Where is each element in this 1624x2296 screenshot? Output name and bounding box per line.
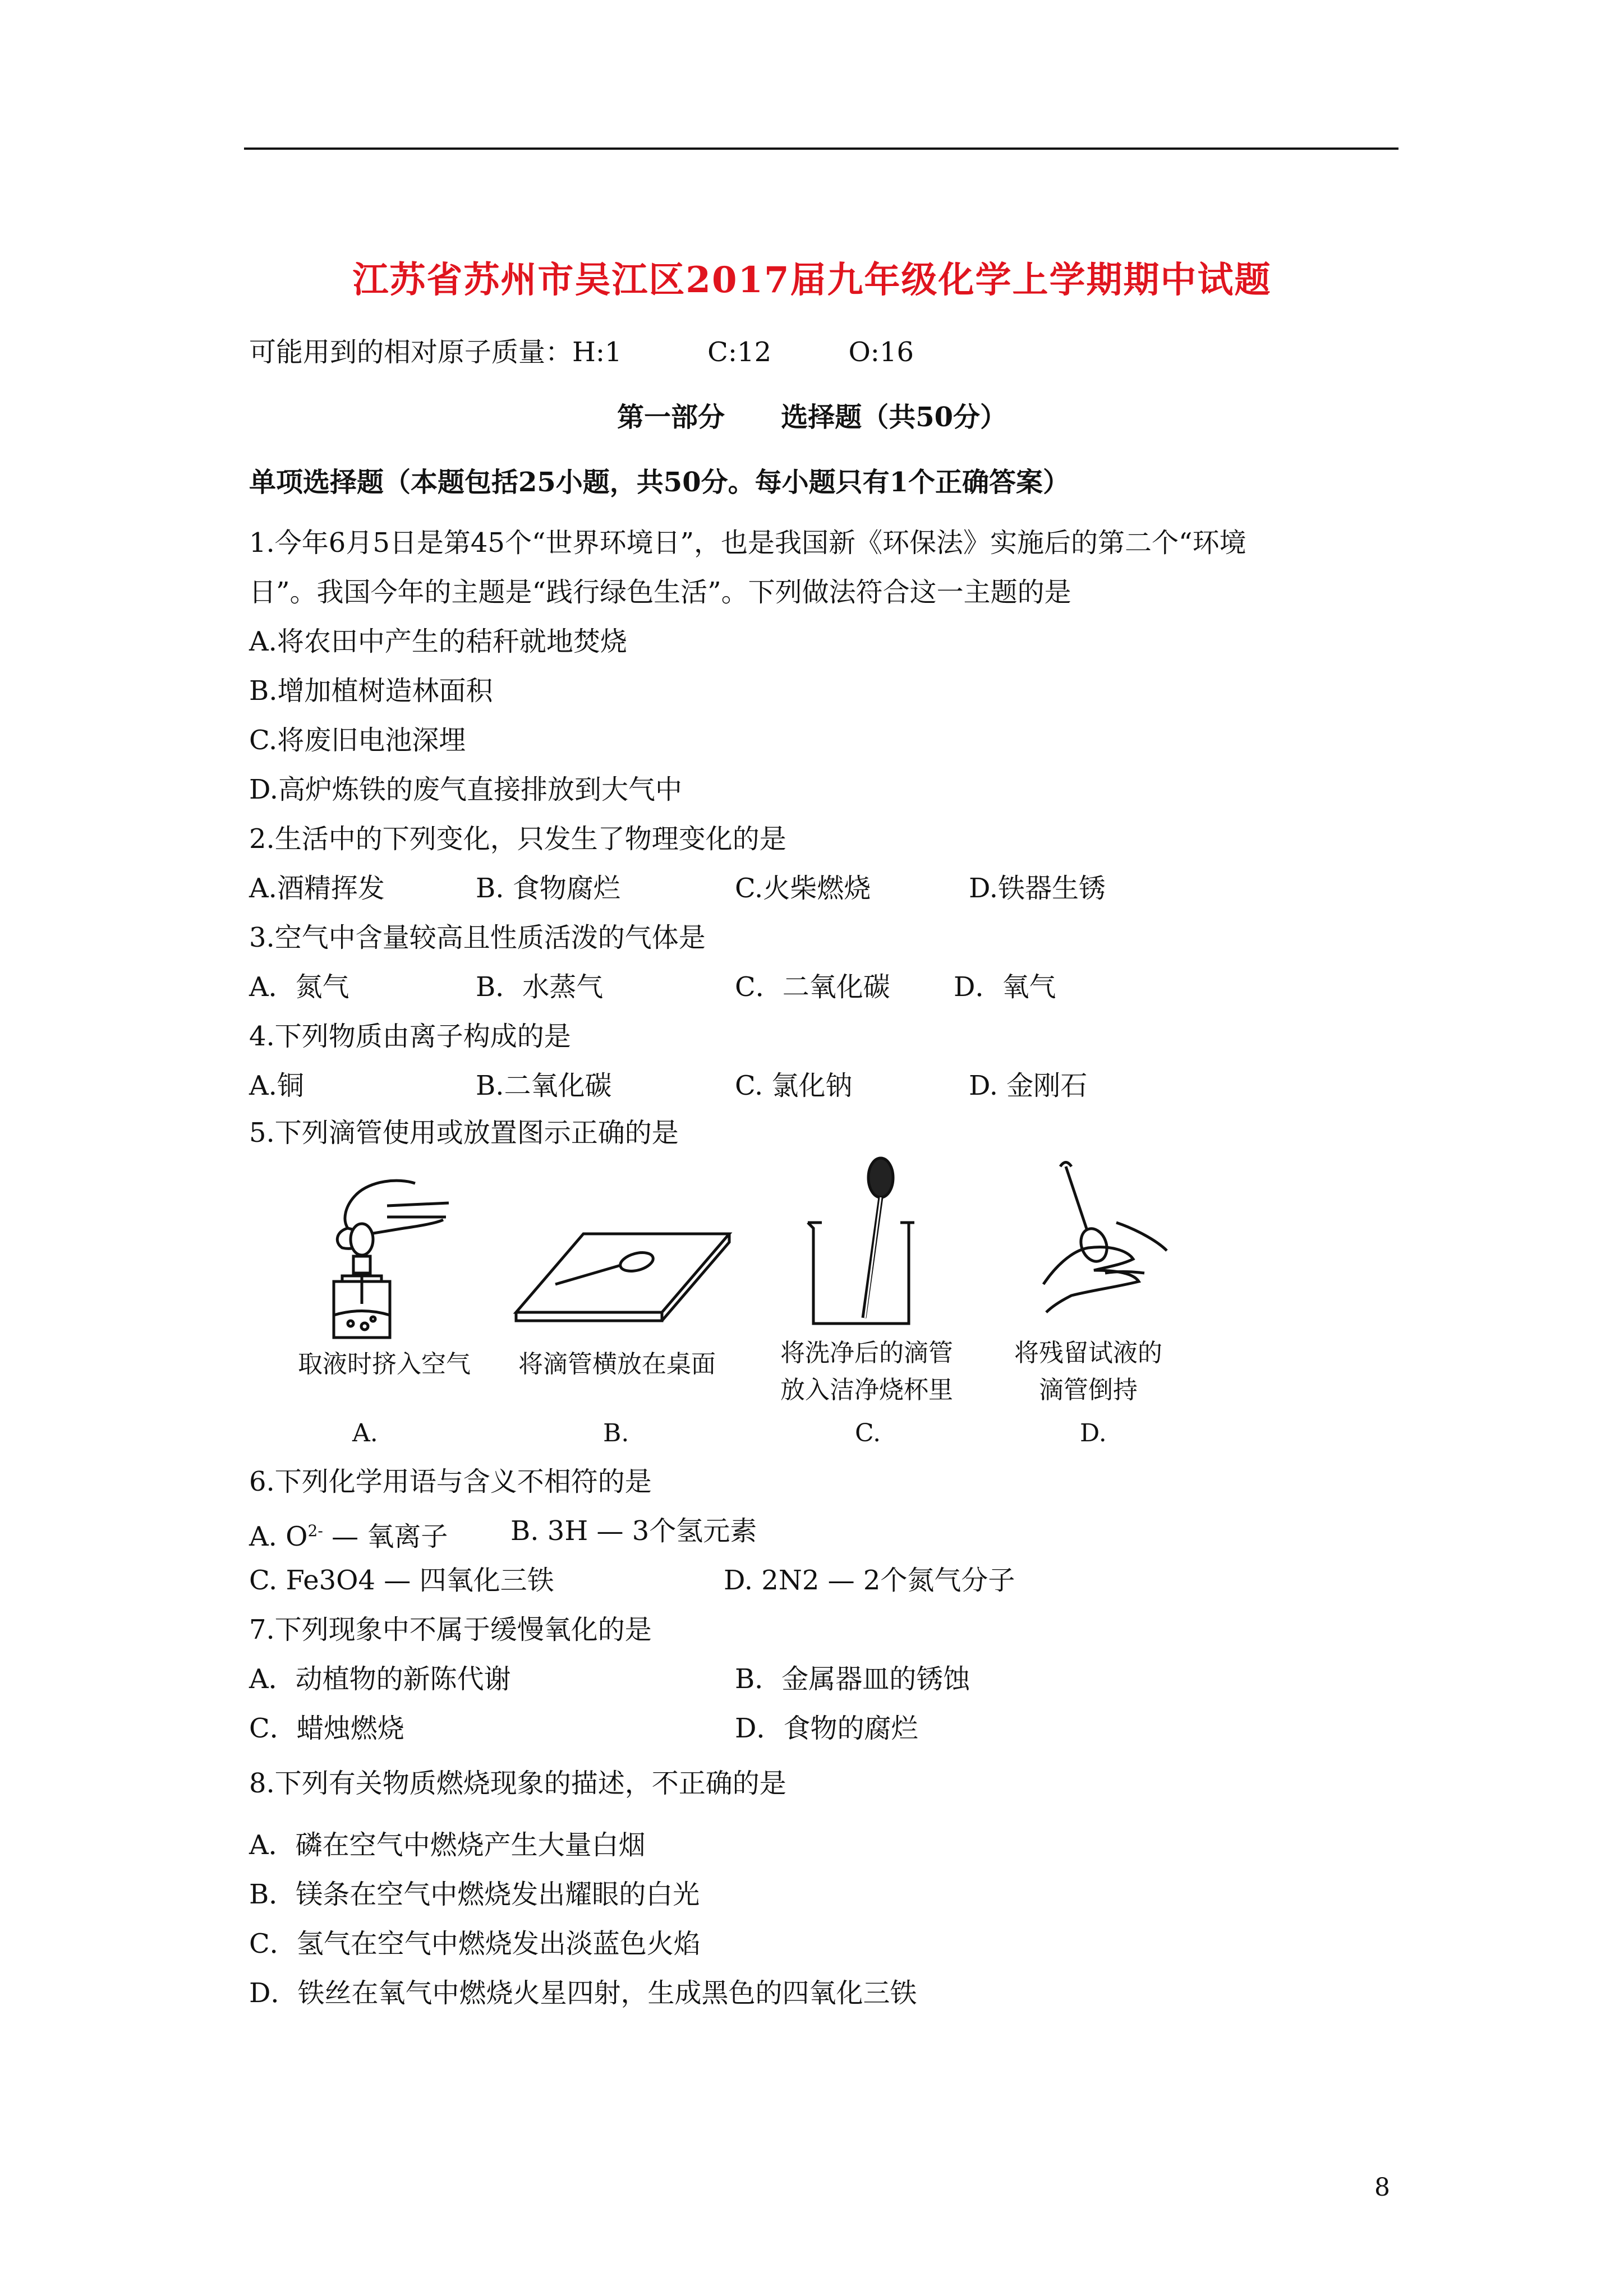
- q1-stem-line1: 1.今年6月5日是第45个“世界环境日”，也是我国新《环保法》实施后的第二个“环境: [249, 527, 1246, 559]
- figure-b-letter: B.: [603, 1419, 629, 1447]
- q1-option-a: A.将农田中产生的秸秆就地焚烧: [249, 626, 627, 657]
- q6-option-c: C. Fe3O4 — 四氧化三铁: [249, 1565, 554, 1596]
- figure-d-letter: D.: [1080, 1419, 1107, 1447]
- q2-stem: 2.生活中的下列变化，只发生了物理变化的是: [249, 823, 786, 855]
- q3-stem: 3.空气中含量较高且性质活泼的气体是: [249, 922, 706, 953]
- figure-c-caption-line2: 放入洁净烧杯里: [780, 1376, 953, 1404]
- q3-option-b: B．水蒸气: [476, 971, 604, 1003]
- q1-option-c: C.将废旧电池深埋: [249, 725, 466, 756]
- q1-stem-line2: 日”。我国今年的主题是“践行绿色生活”。下列做法符合这一主题的是: [249, 577, 1071, 608]
- q4-option-c: C. 氯化钠: [735, 1070, 853, 1101]
- page-number: 8: [1374, 2173, 1390, 2202]
- figure-a-dropper-bottle: [303, 1172, 471, 1346]
- figure-d-caption-line2: 滴管倒持: [1039, 1376, 1138, 1404]
- q2-option-c: C.火柴燃烧: [735, 873, 871, 904]
- q6-option-a: A. $O^{2-}$ — 氧离子: [249, 1521, 448, 1552]
- q8-stem: 8.下列有关物质燃烧现象的描述，不正确的是: [249, 1768, 786, 1799]
- q2-option-d: D.铁器生锈: [969, 873, 1106, 904]
- q7-option-b: B．金属器皿的锈蚀: [735, 1663, 970, 1695]
- q8-option-c: C．氢气在空气中燃烧发出淡蓝色火焰: [249, 1928, 701, 1960]
- q1-option-b: B.增加植树造林面积: [249, 675, 493, 707]
- figure-d-caption-line1: 将残留试液的: [1014, 1339, 1162, 1367]
- q4-option-d: D. 金刚石: [969, 1070, 1088, 1101]
- q4-stem: 4.下列物质由离子构成的是: [249, 1021, 571, 1052]
- q1-option-d: D.高炉炼铁的废气直接排放到大气中: [249, 774, 683, 805]
- figure-c-caption-line1: 将洗净后的滴管: [780, 1339, 953, 1367]
- q3-option-d: D．氧气: [954, 971, 1056, 1003]
- q3-option-c: C．二氧化碳: [735, 971, 890, 1003]
- q8-option-d: D．铁丝在氧气中燃烧火星四射，生成黑色的四氧化三铁: [249, 1977, 917, 2009]
- q7-stem: 7.下列现象中不属于缓慢氧化的是: [249, 1614, 652, 1645]
- q6-option-b: B. 3H — 3个氢元素: [510, 1515, 757, 1547]
- q7-option-a: A．动植物的新陈代谢: [249, 1663, 511, 1695]
- figure-b-dropper-on-table: [510, 1223, 735, 1335]
- q8-option-a: A．磷在空气中燃烧产生大量白烟: [249, 1829, 646, 1861]
- header-rule: [244, 147, 1398, 150]
- q4-option-a: A.铜: [249, 1070, 304, 1101]
- q7-option-c: C．蜡烛燃烧: [249, 1713, 404, 1744]
- q6-option-d: D. 2N2 — 2个氮气分子: [724, 1565, 1015, 1596]
- figure-a-caption: 取液时挤入空气: [298, 1350, 471, 1378]
- section-title: 单项选择题（本题包括25小题，共50分。每小题只有1个正确答案）: [249, 467, 1070, 498]
- q6-stem: 6.下列化学用语与含义不相符的是: [249, 1466, 652, 1497]
- exam-title: 江苏省苏州市吴江区2017届九年级化学上学期期中试题: [352, 259, 1272, 301]
- figure-b-caption: 将滴管横放在桌面: [518, 1350, 716, 1378]
- q7-option-d: D．食物的腐烂: [735, 1713, 918, 1744]
- part-title: 第一部分 选择题（共50分）: [617, 402, 1007, 433]
- q2-option-b: B. 食物腐烂: [476, 873, 620, 904]
- q2-option-a: A.酒精挥发: [249, 873, 385, 904]
- atomic-mass-line: 可能用到的相对原子质量：H:1 C:12 O:16: [249, 336, 914, 368]
- figure-d-dropper-inverted: [1032, 1155, 1178, 1324]
- q3-option-a: A．氮气: [249, 971, 349, 1003]
- figure-c-dropper-in-beaker: [797, 1155, 942, 1335]
- figure-a-letter: A.: [352, 1419, 378, 1447]
- q5-stem: 5.下列滴管使用或放置图示正确的是: [249, 1117, 679, 1149]
- q8-option-b: B．镁条在空气中燃烧发出耀眼的白光: [249, 1879, 700, 1910]
- figure-c-letter: C.: [855, 1419, 881, 1447]
- q4-option-b: B.二氧化碳: [476, 1070, 612, 1101]
